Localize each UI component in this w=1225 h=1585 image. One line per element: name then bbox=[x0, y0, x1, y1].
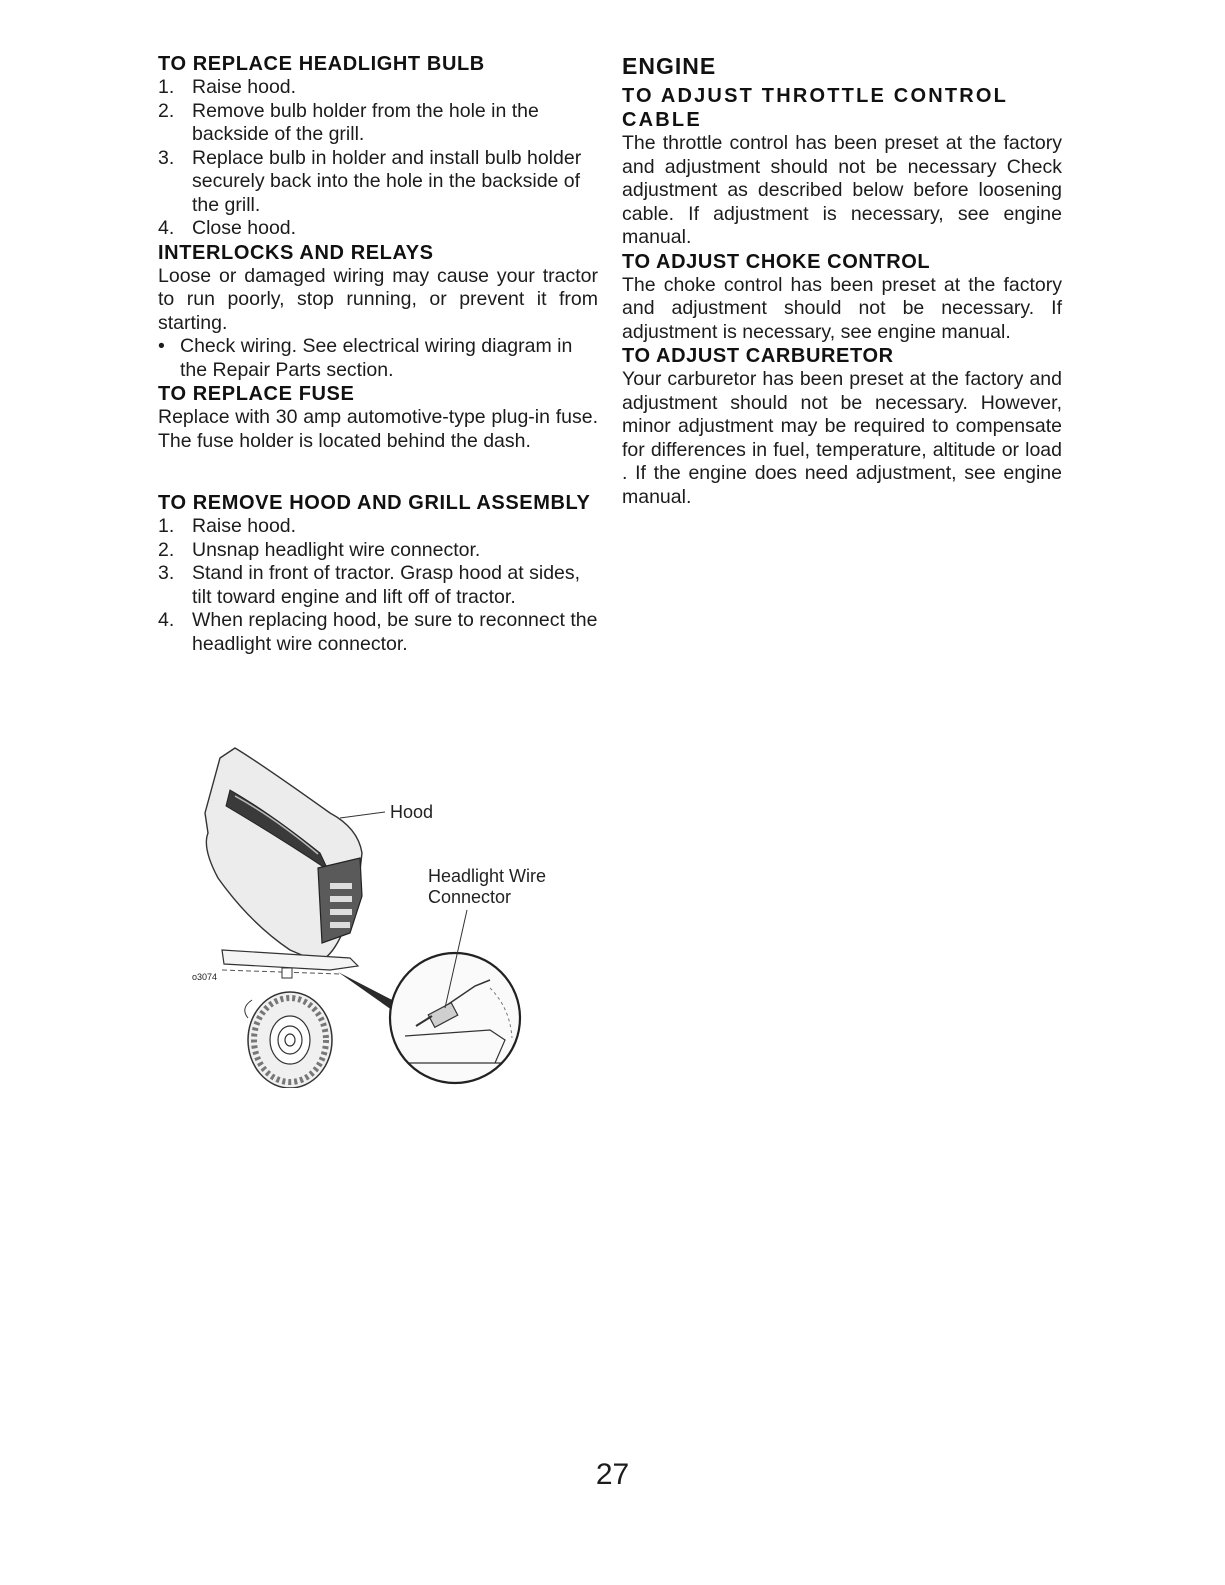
frame bbox=[222, 950, 358, 970]
headlight-heading: TO REPLACE HEADLIGHT BULB bbox=[158, 53, 485, 75]
list-item: 4. Close hood. bbox=[158, 217, 297, 239]
list-item: 4. When replacing hood, be sure to reconnect the headlight wire connector. bbox=[158, 609, 598, 655]
fuse-heading: TO REPLACE FUSE bbox=[158, 383, 355, 405]
hood-heading: TO REMOVE HOOD AND GRILL ASSEMBLY bbox=[158, 492, 591, 514]
hood-removal-figure bbox=[190, 718, 600, 1088]
interlocks-heading: INTERLOCKS AND RELAYS bbox=[158, 241, 434, 264]
tractor-hood-illustration bbox=[190, 718, 600, 1088]
front-wheel bbox=[245, 992, 332, 1088]
bullet-icon: • bbox=[158, 335, 165, 357]
interlocks-body: Loose or damaged wiring may cause your tractor to run poorly, stop running, or prevent it from starting. bbox=[158, 264, 598, 334]
list-item: 1. Raise hood. bbox=[158, 76, 297, 98]
interlocks-bullets bbox=[158, 335, 598, 382]
hood-label: Hood bbox=[390, 802, 434, 822]
list-item: • Check wiring. See electrical wiring diagram in the Repair Parts section. bbox=[158, 335, 573, 381]
page-number: 27 bbox=[595, 1458, 630, 1491]
connector-label: Connector bbox=[428, 887, 512, 907]
engine-section-title: ENGINE bbox=[622, 53, 717, 79]
connector-detail bbox=[390, 953, 530, 1083]
list-item: 2. Remove bulb holder from the hole in the backside of the grill. bbox=[158, 99, 539, 145]
carburetor-heading: TO ADJUST CARBURETOR bbox=[622, 345, 894, 367]
part-code-label: o3074 bbox=[192, 972, 218, 982]
list-item: 1. Raise hood. bbox=[158, 515, 297, 537]
hood-steps bbox=[158, 515, 598, 656]
right-column bbox=[622, 52, 1062, 509]
left-column bbox=[158, 52, 598, 656]
fuse-body: Replace with 30 amp automotive-type plug-in fuse. The fuse holder is located behind the dash. bbox=[158, 406, 598, 452]
choke-body: The choke control has been preset at the factory and adjustment should not be necessary. If adjustment is necessary, see engine manual. bbox=[622, 273, 1062, 343]
spacer bbox=[158, 453, 598, 491]
list-item: 3. Stand in front of tractor. Grasp hood at sides, tilt toward engine and lift off of tractor. bbox=[158, 562, 581, 608]
hood-leader-line bbox=[340, 812, 385, 818]
carburetor-body: Your carburetor has been preset at the factory and adjustment should not be necessary. However, minor adjustment may be required to compensate for differences in fuel, temperature, altitude or load . If the engine does need adjustment, see engine manual. bbox=[622, 368, 1062, 508]
throttle-body: The throttle control has been preset at the factory and adjustment should not be necessary Check adjustment as described below before loosening cable. If adjustment is necessary, see engine manual. bbox=[622, 132, 1062, 248]
list-item: 3. Replace bulb in holder and install bulb holder securely back into the hole in the backside of the grill. bbox=[158, 146, 582, 216]
list-item: 2. Unsnap headlight wire connector. bbox=[158, 538, 481, 561]
headlight-steps bbox=[158, 76, 598, 241]
throttle-heading: TO ADJUST THROTTLE CONTROL CABLE bbox=[622, 85, 1008, 131]
headlight-wire-label: Headlight Wire bbox=[428, 866, 547, 886]
choke-heading: TO ADJUST CHOKE CONTROL bbox=[622, 250, 931, 273]
